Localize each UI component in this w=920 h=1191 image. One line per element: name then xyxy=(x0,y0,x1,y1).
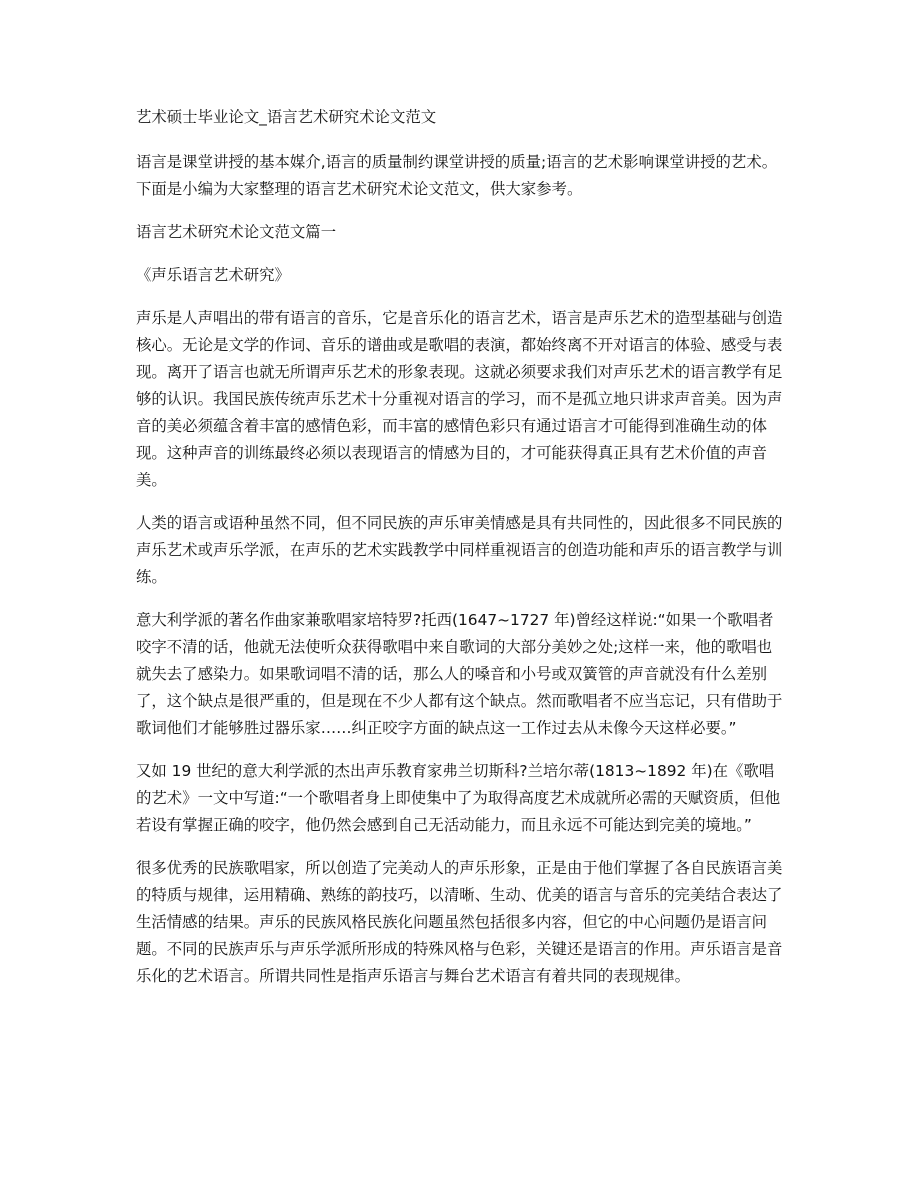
section-heading: 语言艺术研究术论文范文篇一 xyxy=(136,223,337,241)
document-body xyxy=(136,104,784,1006)
document-title: 艺术硕士毕业论文_语言艺术研究术论文范文 xyxy=(136,108,437,126)
body-paragraph-5: 很多优秀的民族歌唱家，所以创造了完美动人的声乐形象，正是由于他们掌握了各自民族语言美的特质与规律，运用精确、熟练的韵技巧，以清晰、生动、优美的语言与音乐的完美结合表达了生活情感的结果。声乐的民族风格民族化问题虽然包括很多内容，但它的中心问题仍是语言问题。不同的民族声乐与声乐学派所形成的特殊风格与色彩，关键还是语言的作用。声乐语言是音乐化的艺术语言。所谓共同性是指声乐语言与舞台艺术语言有着共同的表现规律。 xyxy=(136,859,783,985)
body-paragraph-3: 意大利学派的著名作曲家兼歌唱家培特罗?托西(1647~1727 年)曾经这样说:“如果一个歌唱者咬字不清的话，他就无法使听众获得歌唱中来自歌词的大部分美妙之处;这样一来，他的歌唱也就失去了感染力。如果歌词唱不清的话，那么人的嗓音和小号或双簧管的声音就没有什么差别了，这个缺点是很严重的，但是现在不少人都有这个缺点。然而歌唱者不应当忘记，只有借助于歌词他们才能够胜过器乐家……纠正咬字方面的缺点这一工作过去从未像今天这样必要。” xyxy=(136,611,783,737)
body-paragraph-2: 人类的语言或语种虽然不同，但不同民族的声乐审美情感是具有共同性的，因此很多不同民族的声乐艺术或声乐学派，在声乐的艺术实践教学中同样重视语言的创造功能和声乐的语言教学与训练。 xyxy=(136,514,783,586)
intro-paragraph: 语言是课堂讲授的基本媒介,语言的质量制约课堂讲授的质量;语言的艺术影响课堂讲授的艺术。下面是小编为大家整理的语言艺术研究术论文范文，供大家参考。 xyxy=(136,153,778,198)
article-title: 《声乐语言艺术研究》 xyxy=(136,266,290,284)
body-paragraph-4: 又如 19 世纪的意大利学派的杰出声乐教育家弗兰切斯科?兰培尔蒂(1813~1892 年)在《歌唱的艺术》一文中写道:“一个歌唱者身上即使集中了为取得高度艺术成就所必需的天赋资质，但他若设有掌握正确的咬字，他仍然会感到自己无活动能力，而且永远不可能达到完美的境地。” xyxy=(136,762,781,834)
body-paragraph-1: 声乐是人声唱出的带有语言的音乐，它是音乐化的语言艺术，语言是声乐艺术的造型基础与创造核心。无论是文学的作词、音乐的谱曲或是歌唱的表演，都始终离不开对语言的体验、感受与表现。离开了语言也就无所谓声乐艺术的形象表现。这就必须要求我们对声乐艺术的语言教学有足够的认识。我国民族传统声乐艺术十分重视对语言的学习，而不是孤立地只讲求声音美。因为声音的美必须蕴含着丰富的感情色彩，而丰富的感情色彩只有通过语言才可能得到准确生动的体现。这种声音的训练最终必须以表现语言的情感为目的，才可能获得真正具有艺术价值的声音美。 xyxy=(136,309,783,489)
